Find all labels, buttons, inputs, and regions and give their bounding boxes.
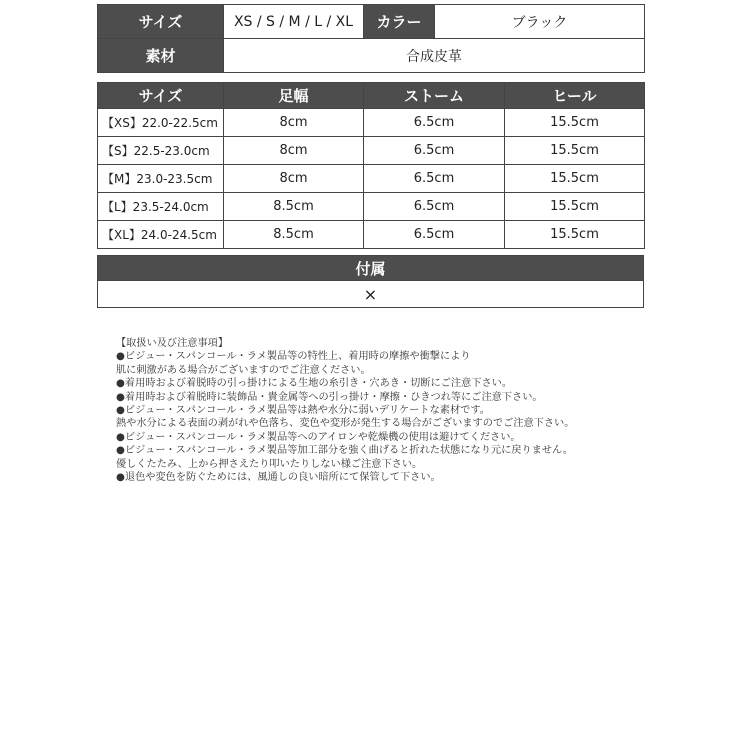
- foot-width-cell: 8cm: [224, 109, 364, 137]
- accessory-header-row: [98, 256, 644, 281]
- size-cell: 【XL】24.0-24.5cm: [98, 221, 224, 249]
- size-cell: 【S】22.5-23.0cm: [98, 137, 224, 165]
- foot-width-cell: 8cm: [224, 137, 364, 165]
- note-line: ●退色や変色を防ぐためには、風通しの良い暗所にて保管して下さい。: [116, 471, 441, 483]
- size-label: サイズ: [98, 5, 224, 39]
- header-heel: ヒール: [505, 83, 645, 109]
- foot-width-cell: 8.5cm: [224, 193, 364, 221]
- heel-cell: 15.5cm: [505, 165, 645, 193]
- table-row: [98, 109, 645, 137]
- size-chart-table: [97, 82, 645, 249]
- care-notes: [116, 337, 636, 484]
- table-row: [98, 137, 645, 165]
- material-label: 素材: [98, 39, 224, 73]
- size-value: XS / S / M / L / XL: [224, 5, 364, 39]
- accessory-header: 付属: [98, 256, 644, 281]
- color-label: カラー: [364, 5, 435, 39]
- spec-row-material: [98, 39, 645, 73]
- spec-row-size-color: [98, 5, 645, 39]
- storm-cell: 6.5cm: [364, 137, 505, 165]
- size-cell: 【M】23.0-23.5cm: [98, 165, 224, 193]
- storm-cell: 6.5cm: [364, 221, 505, 249]
- storm-cell: 6.5cm: [364, 193, 505, 221]
- note-line: ●着用時および着脱時に装飾品・貴金属等への引っ掛け・摩擦・ひきつれ等にご注意下さい。: [116, 391, 543, 403]
- table-row: [98, 221, 645, 249]
- header-storm: ストーム: [364, 83, 505, 109]
- heel-cell: 15.5cm: [505, 109, 645, 137]
- storm-cell: 6.5cm: [364, 165, 505, 193]
- table-row: [98, 165, 645, 193]
- notes-title: 【取扱い及び注意事項】: [116, 338, 229, 349]
- accessory-value-row: [98, 281, 644, 308]
- foot-width-cell: 8cm: [224, 165, 364, 193]
- heel-cell: 15.5cm: [505, 193, 645, 221]
- material-value: 合成皮革: [224, 39, 645, 73]
- accessory-table: [97, 255, 644, 308]
- color-value: ブラック: [435, 5, 645, 39]
- note-line: ●ビジュー・スパンコール・ラメ製品等の特性上、着用時の摩擦や衝撃により: [116, 351, 471, 363]
- header-size: サイズ: [98, 83, 224, 109]
- size-cell: 【L】23.5-24.0cm: [98, 193, 224, 221]
- foot-width-cell: 8.5cm: [224, 221, 364, 249]
- note-line: ●ビジュー・スパンコール・ラメ製品等へのアイロンや乾燥機の使用は避けてください。: [116, 431, 521, 443]
- table-row: [98, 193, 645, 221]
- note-line: 優しくたたみ、上から押さえたり叩いたりしない様ご注意下さい。: [116, 458, 423, 470]
- size-cell: 【XS】22.0-22.5cm: [98, 109, 224, 137]
- note-line: 肌に刺激がある場合がございますのでご注意ください。: [116, 364, 371, 376]
- note-line: ●ビジュー・スパンコール・ラメ製品等加工部分を強く曲げると折れた状態になり元に戻りません。: [116, 445, 574, 457]
- accessory-value: ×: [98, 281, 644, 308]
- storm-cell: 6.5cm: [364, 109, 505, 137]
- note-line: ●着用時および着脱時の引っ掛けによる生地の糸引き・穴あき・切断にご注意下さい。: [116, 378, 513, 390]
- header-foot-width: 足幅: [224, 83, 364, 109]
- note-line: ●ビジュー・スパンコール・ラメ製品等は熱や水分に弱いデリケートな素材です。: [116, 404, 490, 416]
- heel-cell: 15.5cm: [505, 137, 645, 165]
- note-line: 熱や水分による表面の剥がれや色落ち、変色や変形が発生する場合がございますのでご注意下さい。: [116, 418, 575, 430]
- size-chart-header: [98, 83, 645, 109]
- product-spec-table: [97, 4, 645, 73]
- heel-cell: 15.5cm: [505, 221, 645, 249]
